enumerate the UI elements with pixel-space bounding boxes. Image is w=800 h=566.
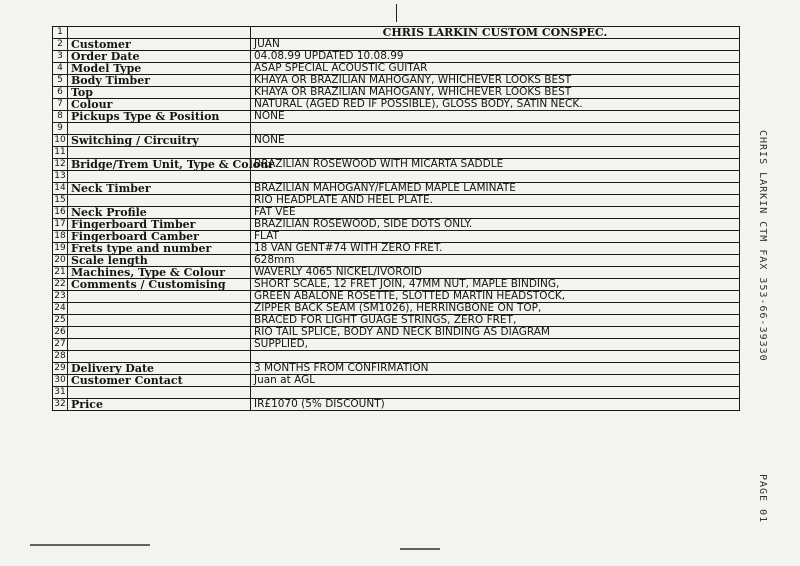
table-row [53, 291, 740, 303]
field-label [68, 315, 251, 327]
row-number: 10 [54, 135, 66, 145]
field-value: NONE [251, 135, 740, 147]
field-value: KHAYA OR BRAZILIAN MAHOGANY, WHICHEVER LOOKS BEST [251, 75, 740, 87]
field-label: Colour [68, 99, 251, 111]
table-row [53, 111, 740, 123]
row-number: 11 [54, 147, 66, 157]
field-value: GREEN ABALONE ROSETTE, SLOTTED MARTIN HEADSTOCK, [251, 291, 740, 303]
field-label [68, 351, 251, 363]
row-number: 20 [54, 255, 66, 265]
table-row [53, 363, 740, 375]
row-number: 21 [54, 267, 66, 277]
table-row [53, 147, 740, 159]
row-number: 22 [54, 279, 66, 289]
field-value: ZIPPER BACK SEAM (SM1026), HERRINGBONE ON TOP, [251, 303, 740, 315]
row-number: 5 [53, 75, 68, 87]
field-label: Comments / Customising [68, 279, 251, 291]
field-label [68, 387, 251, 399]
scan-mark-bottom [30, 544, 150, 546]
row-number: 9 [53, 123, 68, 135]
table-row [53, 159, 740, 171]
field-value: 628mm [251, 255, 740, 267]
field-value: WAVERLY 4065 NICKEL/IVOROID [251, 267, 740, 279]
table-row [53, 123, 740, 135]
field-value [251, 351, 740, 363]
table-row [53, 207, 740, 219]
table-row [53, 63, 740, 75]
field-label: Body Timber [68, 75, 251, 87]
row-number: 27 [54, 339, 66, 349]
field-value: 18 VAN GENT#74 WITH ZERO FRET. [251, 243, 740, 255]
field-label: Neck Profile [68, 207, 251, 219]
spec-table [52, 26, 740, 411]
table-row [53, 75, 740, 87]
table-row [53, 135, 740, 147]
field-label: Fingerboard Timber [68, 219, 251, 231]
row-number: 15 [54, 195, 66, 205]
table-row [53, 243, 740, 255]
row-number: 4 [53, 63, 68, 75]
table-row [53, 171, 740, 183]
field-label: Delivery Date [68, 363, 251, 375]
field-value [251, 387, 740, 399]
table-row [53, 315, 740, 327]
page-label: PAGE 01 [757, 474, 768, 524]
scan-mark-top [396, 4, 397, 22]
field-value: NATURAL (AGED RED IF POSSIBLE), GLOSS BODY, SATIN NECK. [251, 99, 740, 111]
field-value: FLAT [251, 231, 740, 243]
table-row [53, 51, 740, 63]
field-label [68, 303, 251, 315]
row-number: 19 [54, 243, 66, 253]
row-number: 12 [54, 159, 66, 169]
row-number: 7 [53, 99, 68, 111]
row-number: 16 [54, 207, 66, 217]
scan-mark-bottom-mid [400, 548, 440, 550]
row-number: 28 [54, 351, 66, 361]
field-value: CHRIS LARKIN CUSTOM CONSPEC. [251, 27, 740, 39]
table-row [53, 39, 740, 51]
field-value: RIO TAIL SPLICE, BODY AND NECK BINDING AS DIAGRAM [251, 327, 740, 339]
table-row [53, 399, 740, 411]
field-label: Price [68, 399, 251, 411]
table-row [53, 27, 740, 39]
table-row [53, 351, 740, 363]
field-value: SHORT SCALE, 12 FRET JOIN, 47MM NUT, MAPLE BINDING, [251, 279, 740, 291]
row-number: 18 [54, 231, 66, 241]
table-row [53, 387, 740, 399]
row-number: 29 [54, 363, 66, 373]
field-value: BRAZILIAN ROSEWOOD, SIDE DOTS ONLY. [251, 219, 740, 231]
field-label [68, 339, 251, 351]
field-label: Frets type and number [68, 243, 251, 255]
field-label: Bridge/Trem Unit, Type & Colour [68, 159, 251, 171]
field-value: KHAYA OR BRAZILIAN MAHOGANY, WHICHEVER LOOKS BEST [251, 87, 740, 99]
table-row [53, 303, 740, 315]
field-value [251, 147, 740, 159]
row-number: 13 [54, 171, 66, 181]
table-row [53, 183, 740, 195]
field-value: FAT VEE [251, 207, 740, 219]
row-number: 23 [54, 291, 66, 301]
field-label: Order Date [68, 51, 251, 63]
table-row [53, 231, 740, 243]
field-label: Customer [68, 39, 251, 51]
field-value [251, 123, 740, 135]
field-value: IR£1070 (5% DISCOUNT) [251, 399, 740, 411]
row-number: 3 [53, 51, 68, 63]
row-number: 31 [54, 387, 66, 397]
field-label [68, 147, 251, 159]
field-value: ASAP SPECIAL ACOUSTIC GUITAR [251, 63, 740, 75]
table-row [53, 99, 740, 111]
row-number: 26 [54, 327, 66, 337]
table-row [53, 327, 740, 339]
field-label [68, 291, 251, 303]
field-label: Machines, Type & Colour [68, 267, 251, 279]
field-label [68, 123, 251, 135]
table-row [53, 195, 740, 207]
field-label: Model Type [68, 63, 251, 75]
field-label: Customer Contact [68, 375, 251, 387]
field-label: Neck Timber [68, 183, 251, 195]
field-value: RIO HEADPLATE AND HEEL PLATE. [251, 195, 740, 207]
field-value: BRACED FOR LIGHT GUAGE STRINGS, ZERO FRET, [251, 315, 740, 327]
field-value: 04.08.99 UPDATED 10.08.99 [251, 51, 740, 63]
table-row [53, 267, 740, 279]
table-row [53, 219, 740, 231]
field-value [251, 171, 740, 183]
row-number: 32 [54, 399, 66, 409]
field-label: Top [68, 87, 251, 99]
field-value: Juan at AGL [251, 375, 740, 387]
row-number: 24 [54, 303, 66, 313]
table-row [53, 279, 740, 291]
fax-header: CHRIS LARKIN CTM FAX 353-66-39330 [757, 130, 768, 362]
row-number: 1 [53, 27, 68, 39]
row-number: 8 [53, 111, 68, 123]
field-label: Switching / Circuitry [68, 135, 251, 147]
field-label: Fingerboard Camber [68, 231, 251, 243]
row-number: 17 [54, 219, 66, 229]
field-value: 3 MONTHS FROM CONFIRMATION [251, 363, 740, 375]
table-row [53, 255, 740, 267]
field-value: BRAZILIAN MAHOGANY/FLAMED MAPLE LAMINATE [251, 183, 740, 195]
row-number: 25 [54, 315, 66, 325]
row-number: 30 [54, 375, 66, 385]
field-label [68, 195, 251, 207]
row-number: 2 [53, 39, 68, 51]
field-value: JUAN [251, 39, 740, 51]
field-label [68, 327, 251, 339]
field-label: Pickups Type & Position [68, 111, 251, 123]
field-value: SUPPLIED, [251, 339, 740, 351]
table-row [53, 375, 740, 387]
field-label: Scale length [68, 255, 251, 267]
table-row [53, 339, 740, 351]
table-row [53, 87, 740, 99]
field-label [68, 171, 251, 183]
row-number: 6 [53, 87, 68, 99]
field-value: NONE [251, 111, 740, 123]
field-value: BRAZILIAN ROSEWOOD WITH MICARTA SADDLE [251, 159, 740, 171]
row-number: 14 [54, 183, 66, 193]
field-label [68, 27, 251, 39]
